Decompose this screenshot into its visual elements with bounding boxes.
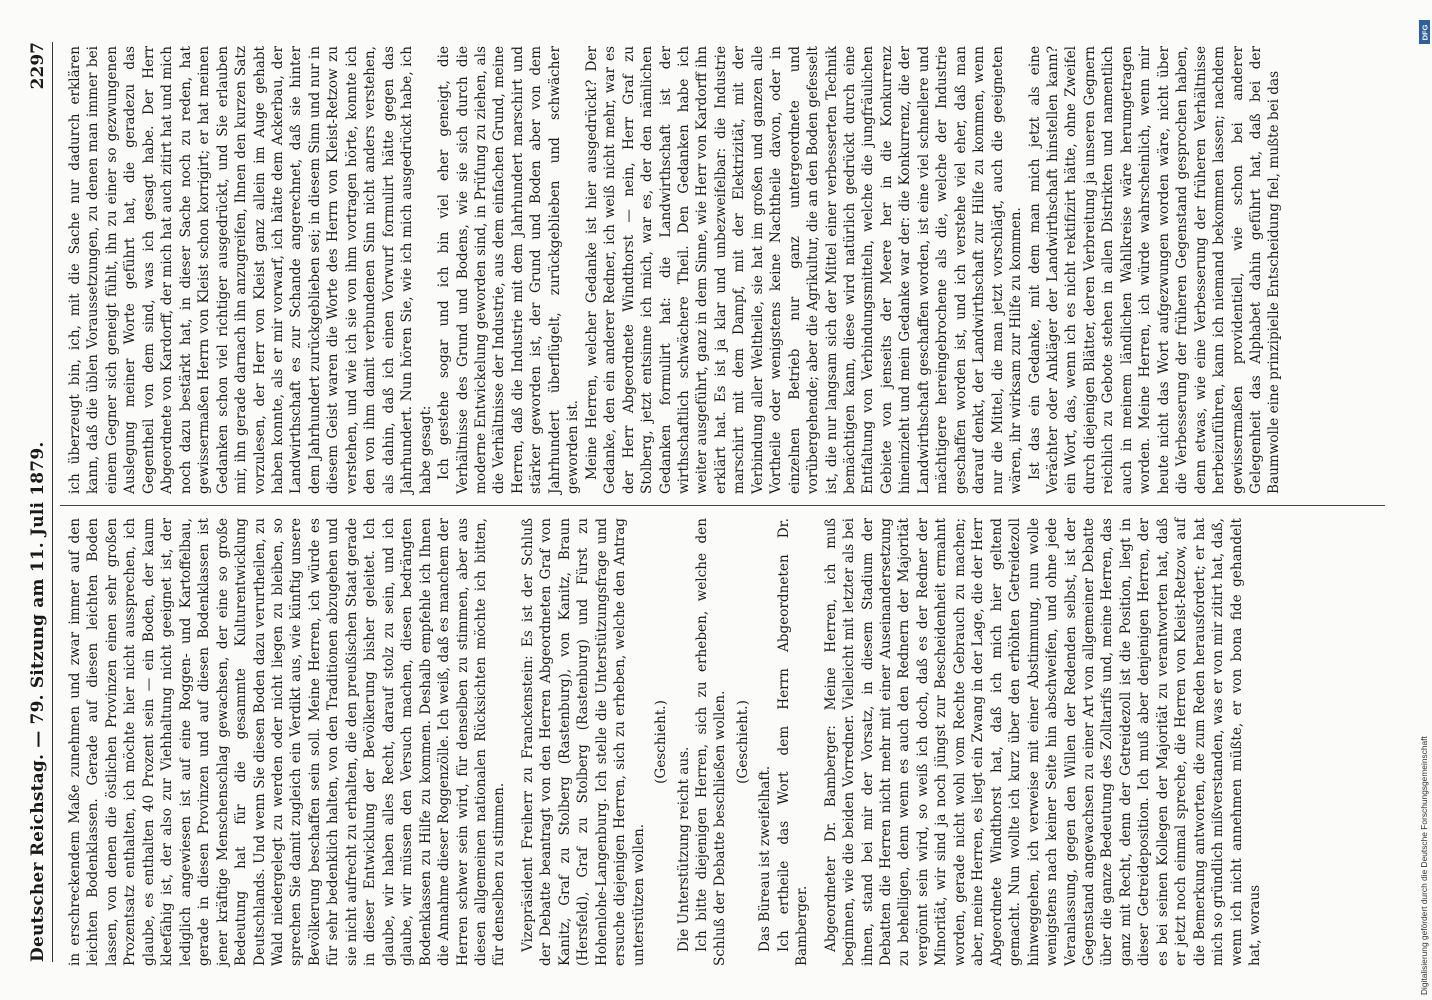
paragraph: Das Büreau ist zweifelhaft. [757,765,774,952]
right-column [66,46,1284,494]
dfg-logo [1419,20,1430,44]
stage-direction: (Geschieht.) [734,700,751,784]
digitization-credit: Digitalisierung gefördert durch die Deutsche Forschungsgemeinschaft [1419,736,1429,995]
paragraph: in erschreckendem Maße zunehmen und zwar immer auf den leichten Bodenklassen. Gerade auf diesen leichten Boden lassen, von denen die östlichen Provinzen einen sehr großen Prozentsatz enthalten, ich möchte hier nicht aussprechen, ich glaube, es enthalten 40 Prozent sein — ein Boden, der kaum kleefähig ist, der also zur Viehhaltung nicht geeignet ist, der lediglich angewiesen ist auf eine Roggen- und Kartoffelbau, gerade in diesen Provinzen und auf diesen Bodenklassen ist jener kräftige Menschenschlag gewachsen, der eine so große Bedeutung hat für die gesammte Kulturentwicklung Deutschlands. Und wenn Sie diesen Boden dazu verurtheilen, zu Wald niedergelegt zu werden oder nicht liegen zu bleiben, so sprechen Sie damit zugleich ein Verdikt aus, wie künftig unsere Bevölkerung beschaffen sein soll. Meine Herren, ich würde es für sehr bedenklich halten, von den Traditionen abzugehen und sie nicht aufrecht zu erhalten, die den preußischen Staat gerade in dieser Entwicklung der Bevölkerung bisher geleitet. Ich glaube, wir haben alles Recht, darauf stolz zu sein, und ich glaube, wir müssen den Versuch machen, diesen bedrängten Bodenklassen zu Hilfe zu kommen. Deshalb empfehle ich Ihnen die Annahme dieser Roggenzölle. Ich weiß, daß es manchem der Herren schwer sein wird, für denselben zu stimmen, aber aus diesen allgemeinen nationalen Rücksichten möchte ich bitten, für denselben zu stimmen. [67,518,508,966]
paragraph-quotation: Ich gestehe sogar und ich bin viel eher geneigt, die Verhältnisse des Grund und Bodens, wie sie sich durch die moderne Entwickelung geworden sind, in Prüfung zu ziehen, als die Verhältnisse der Industrie, aus dem einfachen Grund, meine Herren, daß die Industrie mit dem Jahrhundert marschirt und stärker geworden ist, der Grund und Boden aber von dem Jahrhundert überflügelt, zurückgeblieben und schwächer geworden ist. [436,46,582,494]
paragraph: Die Unterstützung reicht aus. [675,746,692,952]
page-number: 2297 [28,42,48,90]
paragraph: Ist das ein Gedanke, mit dem man mich jetzt als eine Verächter oder Ankläger der Landwirthschaft hinstellen kann? ein Wort, das, wenn ich es nicht rektifizirt hätte, ohne Zweifel durch diejenigen Blätter, deren Verbreitung ja unseren Gegnern reichlich zu Gebote stehen in allen Distrikten und namentlich auch in meinem ländlichen Wahlkreise wäre herumgetragen worden. Meine Herren, ich würde wahrscheinlich, wenn mir heute nicht das Wort aufgezwungen worden wäre, nicht über die Verbesserung der früheren Gegenstand gesprochen haben, denn etwas, wie eine Verbesserung der früheren Verhältnisse herbeizuführen, kann ich niemand bekommen lassen; nachdem gewissermaßen providentiell, wie schon bei anderer Gelegenheit das Alphabet dahin geführt hat, daß bei der Baumwolle eine prinzipielle Entscheidung fiel, mußte bei das [1026,46,1283,494]
column-divider [60,505,1385,506]
paragraph: Ich bitte diejenigen Herren, sich zu erheben, welche den Schluß der Debatte beschließen wollen. [693,518,729,966]
paragraph-speech: Abgeordneter Dr. Bamberger: Meine Herren, ich muß beginnen, wie die beiden Vorredner. Vielleicht mit letzter als bei ihnen, stand bei mir der Vorsatz, in diesem Stadium der Debatten die Herren nicht mehr mit einer Auseinandersetzung zu behelligen, denn wenn es auch den Rednern der Majorität vergönnt sein wird, so weiß ich doch, daß es der Redner der Minorität, wir sind ja noch jüngst zur Bescheidenheit ermahnt worden, gerade nicht wohl vom Rechte Gebrauch zu machen; aber, meine Herren, es liegt ein Zwang in der Lage, die der Herr Abgeordnete Windthorst hat, daß ich mich hier geltend gemacht. Nun wollte ich kurz über den erhöhten Getreidezoll hinweggehen, ich verweise mit einer Abstimmung, nun wolle wenigstens nach keiner Seite hin abschweifen, und ohne jede Veranlassung, gegen den Willen der Redenden selbst, ist der Gegenstand angewachsen zu einer Art von allgemeiner Debatte über die ganze Bedeutung des Zolltarifs und, meine Herren, das ganz mit Recht, denn der Getreidezoll ist die Position, liegt in dieser Getreideposition. Ich muß aber denjenigen Herren, der es bei seinen Kollegen der Majorität zu verantworten hat, daß er jetzt noch einmal spreche, die Herren von Kleist-Retzow, auf die Bemerkung antworten, die zum Reden herausfordert; er hat mich so gründlich mißverstanden, was er von mir zitirt hat, daß, wenn ich nicht annehmen müßte, er von bona fide gehandelt hat, woraus [822,518,1264,966]
paragraph: Ich ertheile das Wort dem Herrn Abgeordneten Dr. Bamberger. [775,518,811,966]
page-header [28,42,53,962]
printed-sheet [16,20,1416,980]
session-title: Deutscher Reichstag. — 79. Sitzung am 11. Juli 1879. [28,441,48,962]
stage-direction: (Geschieht.) [653,700,670,784]
paragraph: ich überzeugt bin, ich, mit die Sache nur dadurch erklären kann, daß die üblen Voraussetzungen, zu denen man immer bei einem Gegner sich geneigt fühlt, ihn zu einer so gezwungenen Auslegung meiner Worte geführt hat, die geradezu das Gegentheil von dem sind, was ich gesagt habe. Der Herr Abgeordnete von Kardorff, der mich hat auch zitirt hat und mich noch dazu bestärkt hat, in dieser Sache noch zu reden, hat gewissermaßen Herrn von Kleist schon korrigirt; er hat meinen Gedanken schon viel richtiger ausgedrückt, und Sie erlauben mir, ihn gerade darnach ihn anzugreifen, Ihnen den kurzen Satz vorzulesen, der Herr von Kleist ganz allein im Auge gehabt haben konnte, als er mir vorwarf, ich hätte dem Ackerbau, der Landwirthschaft es zur Schande angerechnet, daß sie hinter dem Jahrhundert zurückgeblieben sei; in diesem Sinn und nur in diesem Geist waren die Worte des Herrn von Kleist-Retzow zu verstehen, und wie ich sie von ihm vortragen hörte, konnte ich den von ihm damit verbundenen Sinn nicht anders verstehen, als dahin, daß ich einen Vorwurf formulirt hätte gegen das Jahrhundert. Nun hören Sie, wie ich mich ausgedrückt habe, ich habe gesagt: [67,46,434,494]
paragraph-vice-president: Vizepräsident Freiherr zu Franckenstein: Es ist der Schluß der Debatte beantragt von den Herren Abgeordneten Graf von Kanitz, Graf zu Stolberg (Rastenburg), von Kanitz, Braun (Hersfeld), Graf zu Stolberg (Rastenburg) und Fürst zu Hohenlohe-Langenburg. Ich stelle die Unterstützungsfrage und ersuche diejenigen Herren, sich zu erheben, welche den Antrag unterstützen wollen. [519,518,647,966]
left-column [66,518,1265,966]
paragraph: Meine Herren, welcher Gedanke ist hier ausgedrückt? Der Gedanke, den ein anderer Redner, ich weiß nicht mehr, war es der Herr Abgeordnete Windthorst — nein, Herr Graf zu Stolberg, jetzt entsinne ich mich, war es, der den nämlichen Gedanken formulirt hat: die Landwirthschaft ist der wirthschaftlich schwächere Theil. Den Gedanken habe ich weiter ausgeführt, ganz in dem Sinne, wie Herr von Kardorff ihn erklärt hat. Es ist ja klar und unbezweifelbar: die Industrie marschirt mit dem Dampf, mit der Elektrizität, mit der Verbindung aller Weltheile, sie hat im großen und ganzen alle Vortheile oder wenigstens keine Nachtheile davon, oder in einzelnen Betrieb nur ganz untergeordnete und vorübergehende; aber die Agrikultur, die an den Boden gefesselt ist, die nur langsam sich der Mittel einer verbesserten Technik bemächtigen kann, diese wird natürlich gedrückt durch eine Entfaltung von Verbindungsmitteln, welche die jungfräulichen Gebiete von jenseits der Meere her in die Konkurrenz hineinzieht und mein Gedanke war der: die Konkurrenz, die der Landwirthschaft geschaffen worden, ist eine viel schnellere und mächtigere hereingebrochene als die, welche der Industrie geschaffen worden ist, und ich verstehe viel eher, daß man darauf denkt, der Landwirthschaft zur Hilfe zu kommen, wenn nur die Mittel, die man jetzt vorschlägt, auch die geeigneten wären, ihr wirksam zur Hilfe zu kommen. [583,45,1025,494]
dfg-logo-text: DFG [1420,24,1429,40]
